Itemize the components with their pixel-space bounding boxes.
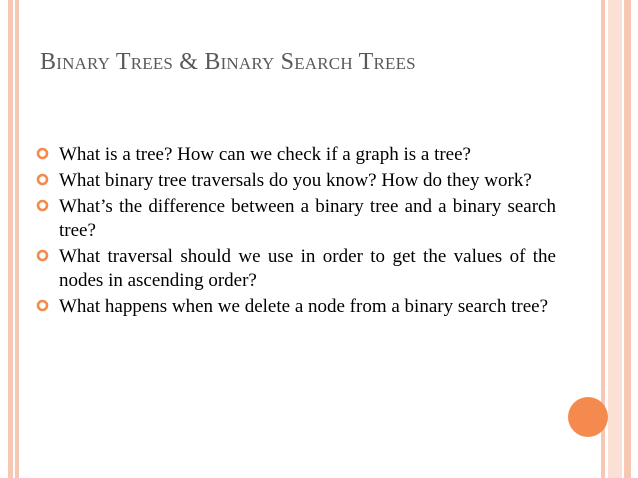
hollow-circle-bullet-icon: [36, 299, 49, 312]
hollow-circle-bullet-icon: [36, 147, 49, 160]
bullet-text: What happens when we delete a node from a binary search tree?: [59, 296, 549, 317]
bullet-item: [36, 245, 556, 293]
decorative-orange-circle: [568, 397, 608, 437]
hollow-circle-bullet-icon: [36, 173, 49, 186]
bullet-text: What binary tree traversals do you know? How do they work?: [59, 170, 532, 191]
bullet-text: What is a tree? How can we check if a graph is a tree?: [59, 144, 471, 165]
bullet-item: [36, 295, 556, 319]
slide-title: Binary Trees & Binary Search Trees: [40, 49, 416, 75]
right-decorative-stripe: [608, 0, 622, 478]
left-decorative-stripe: [8, 0, 13, 478]
bullet-text: What’s the difference between a binary tree and a binary search tree?: [59, 196, 556, 241]
bullet-item: [36, 169, 556, 193]
left-decorative-stripe: [15, 0, 19, 478]
bullet-list: [36, 143, 556, 321]
right-decorative-stripe: [624, 0, 631, 478]
hollow-circle-bullet-icon: [36, 249, 49, 262]
bullet-item: [36, 195, 556, 243]
bullet-item: [36, 143, 556, 167]
hollow-circle-bullet-icon: [36, 199, 49, 212]
bullet-text: What traversal should we use in order to get the values of the nodes in ascending order?: [59, 246, 556, 291]
